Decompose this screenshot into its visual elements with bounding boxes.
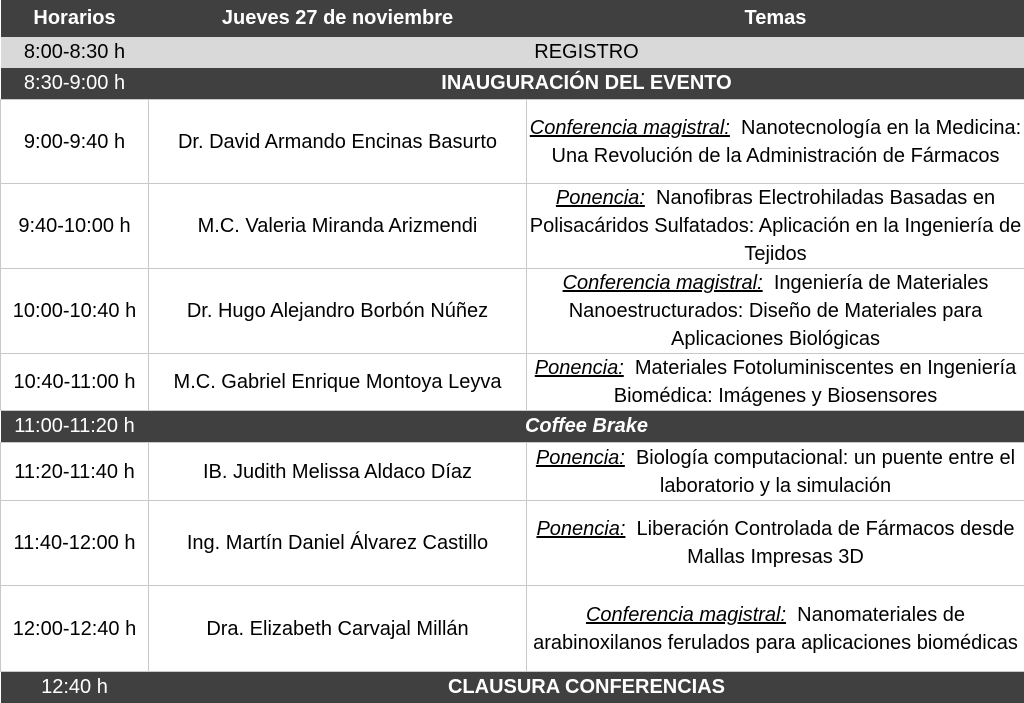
talk-title: Ingeniería de Materiales Nanoestructurados: Diseño de Materiales para Aplicaciones Biológicas [569, 272, 989, 350]
talk-title: Nanofibras Electrohiladas Basadas en Polisacáridos Sulfatados: Aplicación en la Ingeniería de Tejidos [530, 187, 1021, 265]
header-time: Horarios [1, 0, 149, 37]
row-time: 10:00-10:40 h [1, 269, 149, 354]
table-row [1, 269, 1024, 354]
row-time: 9:40-10:00 h [1, 184, 149, 269]
row-speaker: M.C. Gabriel Enrique Montoya Leyva [149, 354, 527, 411]
row-time: 8:00-8:30 h [1, 37, 149, 68]
row-speaker: Ing. Martín Daniel Álvarez Castillo [149, 501, 527, 586]
talk-title: Materiales Fotoluminiscentes en Ingeniería Biomédica: Imágenes y Biosensores [614, 357, 1016, 407]
table-row [1, 184, 1024, 269]
row-time: 11:00-11:20 h [1, 411, 149, 443]
row-time: 12:40 h [1, 672, 149, 703]
talk-type: Ponencia: [536, 447, 625, 469]
talk-title: Liberación Controlada de Fármacos desde Mallas Impresas 3D [637, 518, 1015, 568]
row-topic [527, 269, 1024, 354]
talk-title: Nanomateriales de arabinoxilanos ferulados para aplicaciones biomédicas [533, 604, 1018, 654]
talk-title: Nanotecnología en la Medicina: Una Revolución de la Administración de Fármacos [552, 117, 1022, 167]
row-speaker: Dra. Elizabeth Carvajal Millán [149, 586, 527, 672]
talk-type: Conferencia magistral: [563, 272, 763, 294]
table-row [1, 586, 1024, 672]
talk-type: Ponencia: [536, 518, 625, 540]
table-row [1, 501, 1024, 586]
row-speaker: IB. Judith Melissa Aldaco Díaz [149, 443, 527, 501]
row-topic [527, 586, 1024, 672]
talk-title: Biología computacional: un puente entre el laboratorio y la simulación [636, 447, 1015, 497]
header-topic: Temas [527, 0, 1024, 37]
table-row [1, 443, 1024, 501]
row-time: 9:00-9:40 h [1, 100, 149, 184]
row-label: Coffee Brake [149, 411, 1024, 443]
header-speaker: Jueves 27 de noviembre [149, 0, 527, 37]
row-inauguracion [1, 68, 1024, 100]
row-topic [527, 184, 1024, 269]
table-row [1, 100, 1024, 184]
row-topic [527, 501, 1024, 586]
row-speaker: Dr. Hugo Alejandro Borbón Núñez [149, 269, 527, 354]
row-speaker: M.C. Valeria Miranda Arizmendi [149, 184, 527, 269]
row-clausura [1, 672, 1024, 703]
talk-type: Conferencia magistral: [586, 604, 786, 626]
row-label: CLAUSURA CONFERENCIAS [149, 672, 1024, 703]
talk-type: Ponencia: [556, 187, 645, 209]
row-topic [527, 100, 1024, 184]
row-time: 11:20-11:40 h [1, 443, 149, 501]
talk-type: Ponencia: [535, 357, 624, 379]
row-label: INAUGURACIÓN DEL EVENTO [149, 68, 1024, 100]
row-registro [1, 37, 1024, 68]
row-topic [527, 354, 1024, 411]
row-label: REGISTRO [149, 37, 1024, 68]
row-time: 10:40-11:00 h [1, 354, 149, 411]
row-topic [527, 443, 1024, 501]
row-time: 12:00-12:40 h [1, 586, 149, 672]
row-speaker: Dr. David Armando Encinas Basurto [149, 100, 527, 184]
row-time: 8:30-9:00 h [1, 68, 149, 100]
table-row [1, 354, 1024, 411]
talk-type: Conferencia magistral: [530, 117, 730, 139]
row-time: 11:40-12:00 h [1, 501, 149, 586]
row-coffee-break [1, 411, 1024, 443]
header-row [1, 0, 1024, 37]
